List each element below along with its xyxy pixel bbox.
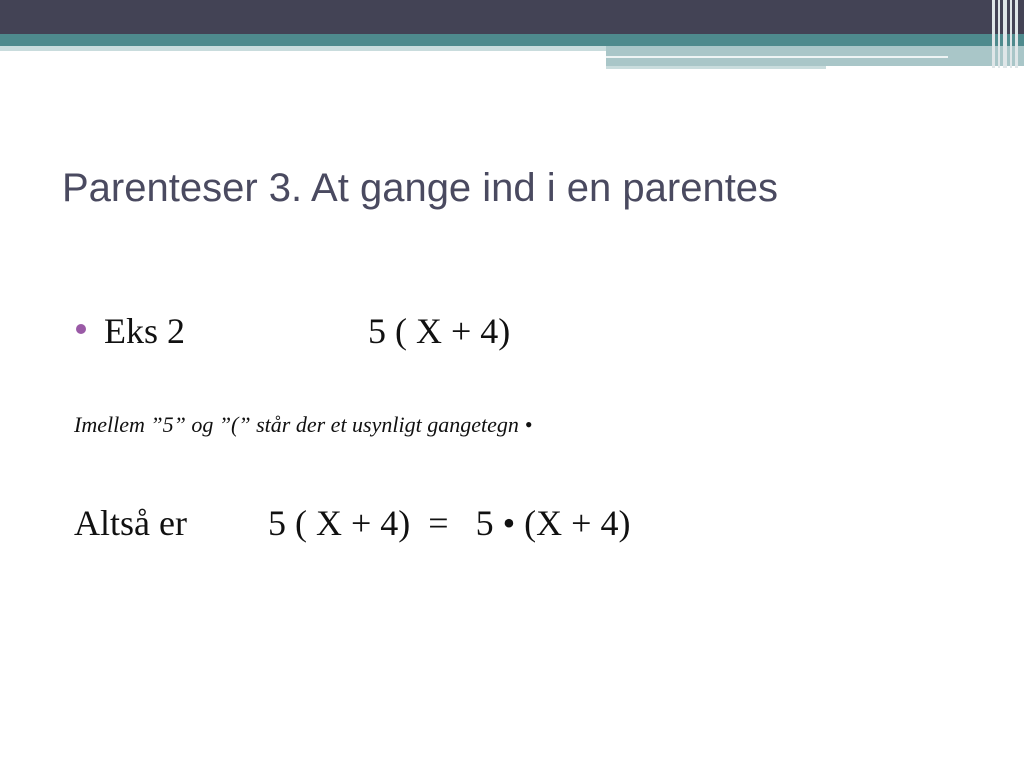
multiplication-dot: •	[524, 412, 533, 437]
conclusion-expression: 5 ( X + 4) = 5 • (X + 4)	[268, 503, 631, 543]
note-text: Imellem ”5” og ”(” står der et usynligt gangetegn	[74, 412, 519, 437]
header-band-teal	[0, 34, 1024, 46]
header-band-line	[606, 56, 948, 58]
slide-title: Parenteser 3. At gange ind i en parentes	[62, 166, 779, 210]
header-band-line-lower	[606, 66, 826, 69]
header-stripes	[990, 0, 1024, 68]
bullet-label: Eks 2	[104, 311, 185, 351]
header-band-light	[0, 46, 606, 51]
bullet-expression: 5 ( X + 4)	[368, 311, 511, 351]
header-band-dark	[0, 0, 1024, 34]
conclusion-label: Altså er	[74, 503, 187, 543]
note-text-row	[74, 412, 533, 438]
bullet-dot-icon	[76, 324, 86, 334]
